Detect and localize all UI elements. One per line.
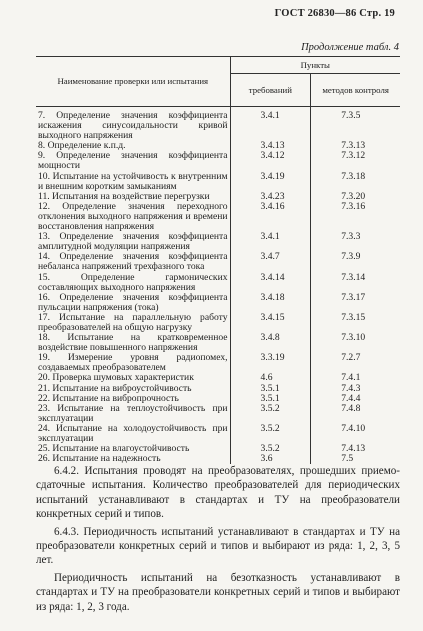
method-clause-cell: 7.4.10 <box>341 422 366 434</box>
method-clause-cell: 7.3.3 <box>341 231 361 243</box>
requirement-clause-cell: 3.5.2 <box>230 444 311 454</box>
method-clause-cell: 7.4.3 <box>341 382 361 394</box>
table-row <box>36 273 400 293</box>
method-clause-cell: 7.4.8 <box>341 402 361 414</box>
table-row <box>36 172 400 192</box>
method-clause-cell: 7.3.14 <box>341 271 366 283</box>
table-row <box>36 313 400 333</box>
paragraph: 6.4.3. Периодичность испытаний устанавливают в стандартах и ТУ на преобразователи конкретных серий и типов и выбирают из ряда: 1, 2, 3, 5 лет. <box>36 525 400 567</box>
test-name-cell: 17. Испытание на параллельную работу преобразователей на общую нагрузку <box>36 313 230 333</box>
method-clause-cell: 7.3.18 <box>341 170 366 182</box>
method-clause-cell: 7.3.16 <box>341 200 366 212</box>
requirement-clause-cell: 3.4.13 <box>230 141 311 151</box>
requirement-clause-cell: 3.4.16 <box>230 202 311 232</box>
test-name-cell: 22. Испытание на вибропрочность <box>36 394 230 404</box>
page-header: ГОСТ 26830—86 Стр. 19 <box>274 8 395 19</box>
test-name-cell: 20. Проверка шумовых характеристик <box>36 373 230 383</box>
paragraph: 6.4.2. Испытания проводят на преобразователях, прошедших приемо-сдаточные испытания. Количество преобразователей для периодических испытаний устанавливают в стандартах и ТУ на преобразователи конкретных серий и типов. <box>36 465 400 521</box>
requirement-clause-cell: 3.5.2 <box>230 424 311 444</box>
test-name-cell: 18. Испытание на кратковременное воздействие повышенного напряжения <box>36 333 230 353</box>
requirement-clause-cell: 3.4.19 <box>230 172 311 192</box>
table-row <box>36 353 400 373</box>
test-name-cell: 15. Определение гармонических составляющих выходного напряжения <box>36 273 230 293</box>
test-name-cell: 23. Испытание на теплоустойчивость при эксплуатации <box>36 404 230 424</box>
table-row <box>36 232 400 252</box>
table-body <box>36 107 400 465</box>
test-name-cell: 10. Испытание на устойчивость к внутренним и внешним коротким замыканиям <box>36 172 230 192</box>
requirement-clause-cell: 3.5.1 <box>230 384 311 394</box>
requirement-clause-cell: 4.6 <box>230 373 311 383</box>
method-clause-cell: 7.2.7 <box>341 352 361 364</box>
test-name-cell: 14. Определение значения коэффициента небаланса напряжений трехфазного тока <box>36 252 230 272</box>
column-header-name: Наименование проверки или испытания <box>36 57 230 107</box>
requirement-clause-cell: 3.6 <box>230 454 311 464</box>
test-name-cell: 9. Определение значения коэффициента мощности <box>36 151 230 171</box>
spec-table <box>36 56 400 464</box>
method-clause-cell: 7.4.1 <box>341 372 361 384</box>
method-clause-cell: 7.5 <box>341 453 354 465</box>
requirement-clause-cell: 3.4.7 <box>230 252 311 272</box>
test-name-cell: 8. Определение к.п.д. <box>36 141 230 151</box>
table-row <box>36 333 400 353</box>
requirement-clause-cell: 3.4.23 <box>230 192 311 202</box>
table-row <box>36 202 400 232</box>
test-name-cell: 26. Испытание на надежность <box>36 454 230 464</box>
body-text <box>36 464 400 614</box>
table-row <box>36 454 400 464</box>
method-clause-cell: 7.3.17 <box>341 291 366 303</box>
test-name-cell: 25. Испытание на влагоустойчивость <box>36 444 230 454</box>
requirement-clause-cell: 3.4.14 <box>230 273 311 293</box>
table-row <box>36 293 400 313</box>
test-name-cell: 24. Испытание на холодоустойчивость при эксплуатации <box>36 424 230 444</box>
requirement-clause-cell: 3.4.8 <box>230 333 311 353</box>
test-name-cell: 7. Определение значения коэффициента искажения синусоидальности кривой выходного напряжения <box>36 107 230 142</box>
method-clause-cell: 7.3.15 <box>341 311 366 323</box>
table-row <box>36 151 400 171</box>
method-clause-cell: 7.3.20 <box>341 190 366 202</box>
requirement-clause-cell: 3.4.18 <box>230 293 311 313</box>
test-name-cell: 21. Испытание на виброустойчивость <box>36 384 230 394</box>
method-clause-cell: 7.3.5 <box>341 110 361 121</box>
table-row <box>36 107 400 142</box>
test-name-cell: 11. Испытания на воздействие перегрузки <box>36 192 230 202</box>
method-clause-cell: 7.3.12 <box>341 150 366 162</box>
table-row <box>36 424 400 444</box>
column-header-methods: методов контроля <box>311 74 400 107</box>
method-clause-cell: 7.4.4 <box>341 392 361 404</box>
test-name-cell: 19. Измерение уровня радиопомех, создаваемых преобразователем <box>36 353 230 373</box>
requirement-clause-cell: 3.4.1 <box>230 232 311 252</box>
column-header-group: Пункты <box>230 57 400 74</box>
method-clause-cell: 7.3.9 <box>341 251 361 263</box>
test-name-cell: 16. Определение значения коэффициента пульсации напряжения (тока) <box>36 293 230 313</box>
table-caption: Продолжение табл. 4 <box>301 42 399 53</box>
requirement-clause-cell: 3.4.12 <box>230 151 311 171</box>
method-clause-cell: 7.3.10 <box>341 332 366 344</box>
requirement-clause-cell: 3.5.1 <box>230 394 311 404</box>
test-name-cell: 12. Определение значения переходного отклонения выходного напряжения и времени восстановления напряжения <box>36 202 230 232</box>
requirement-clause-cell: 3.4.15 <box>230 313 311 333</box>
table-row <box>36 252 400 272</box>
method-clause-cell: 7.4.13 <box>341 443 366 455</box>
requirement-clause-cell: 3.3.19 <box>230 353 311 373</box>
table-row <box>36 404 400 424</box>
requirement-clause-cell: 3.5.2 <box>230 404 311 424</box>
requirement-clause-cell: 3.4.1 <box>230 107 311 142</box>
column-header-requirements: требований <box>230 74 311 107</box>
test-name-cell: 13. Определение значения коэффициента амплитудной модуляции напряжения <box>36 232 230 252</box>
method-clause-cell: 7.3.13 <box>341 140 366 152</box>
paragraph: Периодичность испытаний на безотказность устанавливают в стандартах и ТУ на преобразователи конкретных серий и типов и выбирают из ряда: 1, 2, 3 года. <box>36 571 400 613</box>
